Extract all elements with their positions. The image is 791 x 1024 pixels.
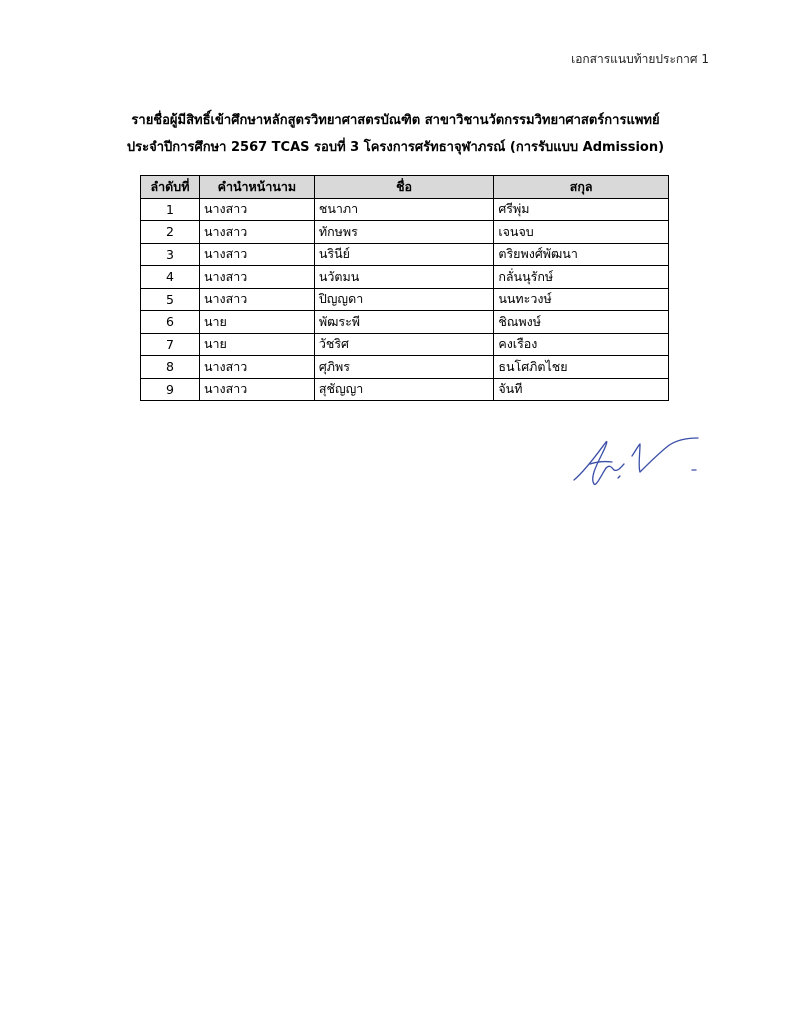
cell-prefix: นางสาว: [199, 356, 314, 379]
cell-order: 6: [141, 311, 200, 334]
cell-last-name: ศรีพุ่ม: [494, 198, 669, 221]
admission-list-table: [140, 175, 669, 401]
cell-last-name: ชิณพงษ์: [494, 311, 669, 334]
cell-first-name: ศุภิพร: [314, 356, 493, 379]
cell-prefix: นางสาว: [199, 288, 314, 311]
table-row: [141, 311, 669, 334]
document-title-line2: ประจำปีการศึกษา 2567 TCAS รอบที่ 3 โครงการศรัทธาจุฬาภรณ์ (การรับแบบ Admission): [126, 140, 665, 155]
cell-last-name: เจนจบ: [494, 221, 669, 244]
cell-last-name: ตริยพงศ์พัฒนา: [494, 243, 669, 266]
cell-first-name: ชนาภา: [314, 198, 493, 221]
table-row: [141, 378, 669, 401]
cell-first-name: นรินีย์: [314, 243, 493, 266]
cell-order: 4: [141, 266, 200, 289]
table-row: [141, 333, 669, 356]
signature-strokes: [574, 438, 698, 484]
table-row: [141, 288, 669, 311]
cell-order: 2: [141, 221, 200, 244]
header-order: ลำดับที่: [141, 176, 200, 199]
cell-order: 5: [141, 288, 200, 311]
cell-first-name: วัชริศ: [314, 333, 493, 356]
cell-prefix: นางสาว: [199, 266, 314, 289]
cell-prefix: นางสาว: [199, 243, 314, 266]
cell-first-name: ทักษพร: [314, 221, 493, 244]
table-row: [141, 198, 669, 221]
cell-first-name: นวัตมน: [314, 266, 493, 289]
signature-image: [566, 432, 706, 492]
cell-prefix: นางสาว: [199, 198, 314, 221]
annex-label: เอกสารแนบท้ายประกาศ 1: [571, 52, 709, 66]
cell-first-name: ปิญญดา: [314, 288, 493, 311]
header-prefix: คำนำหน้านาม: [199, 176, 314, 199]
table-header-row: [141, 176, 669, 199]
header-first-name: ชื่อ: [314, 176, 493, 199]
cell-last-name: จันที: [494, 378, 669, 401]
cell-order: 3: [141, 243, 200, 266]
cell-order: 8: [141, 356, 200, 379]
cell-order: 9: [141, 378, 200, 401]
table-row: [141, 243, 669, 266]
header-last-name: สกุล: [494, 176, 669, 199]
cell-last-name: นนทะวงษ์: [494, 288, 669, 311]
cell-first-name: พัฒระพี: [314, 311, 493, 334]
table-row: [141, 221, 669, 244]
cell-order: 7: [141, 333, 200, 356]
cell-prefix: นาย: [199, 311, 314, 334]
cell-prefix: นางสาว: [199, 378, 314, 401]
cell-prefix: นาย: [199, 333, 314, 356]
cell-prefix: นางสาว: [199, 221, 314, 244]
cell-order: 1: [141, 198, 200, 221]
table-row: [141, 356, 669, 379]
table-row: [141, 266, 669, 289]
cell-last-name: คงเรือง: [494, 333, 669, 356]
cell-first-name: สุชัญญา: [314, 378, 493, 401]
document-title-line1: รายชื่อผู้มีสิทธิ์เข้าศึกษาหลักสูตรวิทยาศาสตรบัณฑิต สาขาวิชานวัตกรรมวิทยาศาสตร์การแพทย์: [131, 113, 660, 128]
cell-last-name: กลั่นนุรักษ์: [494, 266, 669, 289]
cell-last-name: ธนโศภิตไชย: [494, 356, 669, 379]
